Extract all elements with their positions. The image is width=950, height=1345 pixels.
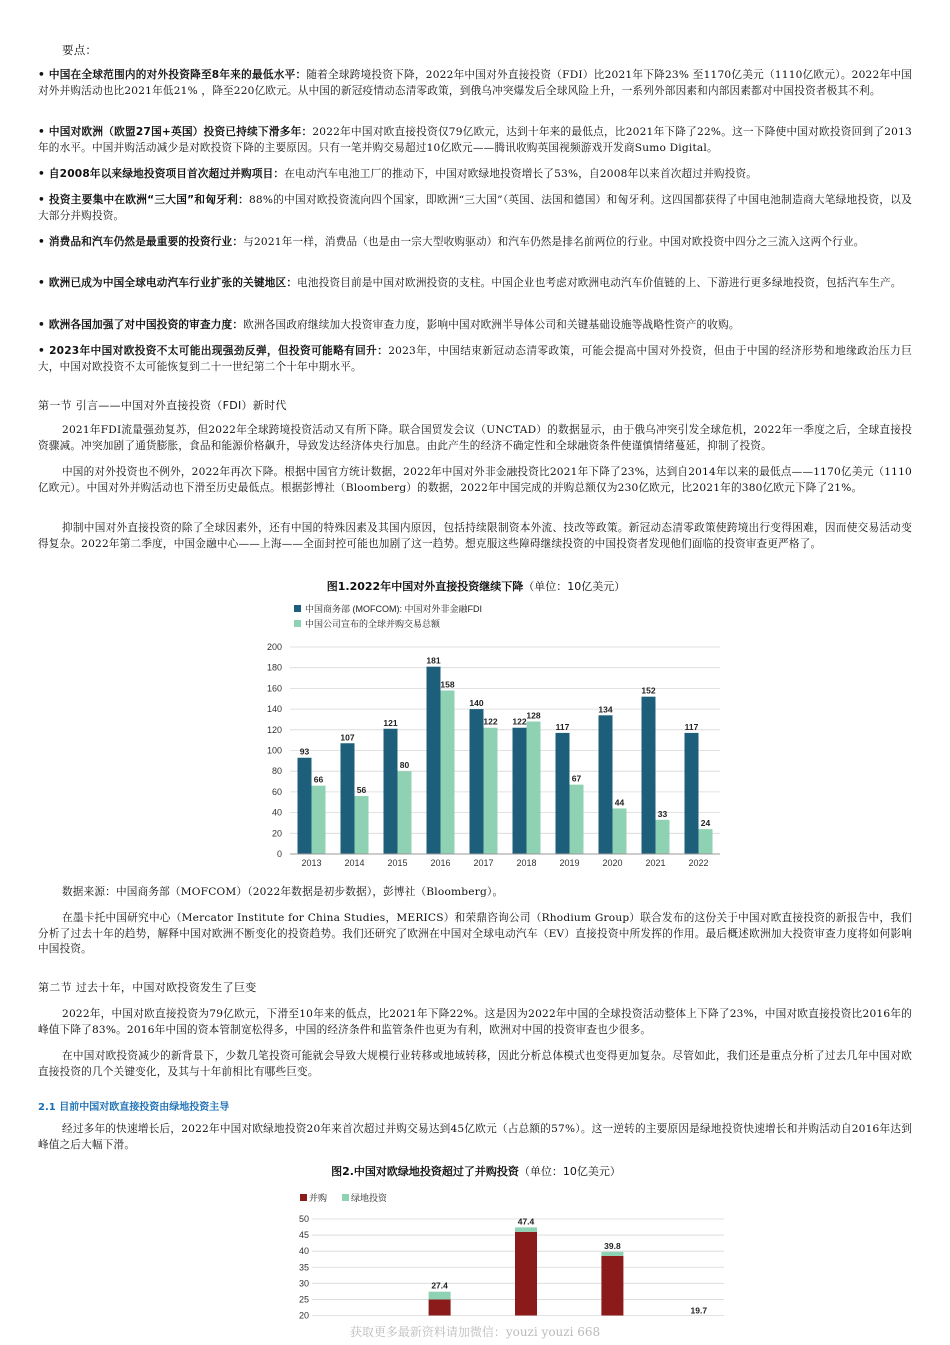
- section-1-para-3: 抑制中国对外直接投资的除了全球因素外，还有中国的特殊因素及其国内原因，包括持续限制资本外流、技改等政策。新冠动态清零政策使跨境出行变得困难，因而使交易活动变得复杂。2022年第二季度，中国金融中心——上海——全面封控可能也加剧了这一趋势。想克服这些障碍继续投资的中国投资者发现他们面临的投资审查更严格了。: [38, 522, 912, 550]
- y-tick-label: 160: [266, 683, 282, 694]
- section-1-title: 第一节 引言——中国对外直接投资（FDI）新时代: [38, 399, 287, 412]
- x-tick-label: 2017: [473, 858, 494, 868]
- y-tick-label: 200: [266, 642, 282, 652]
- bar-2013-series-1: [298, 758, 312, 854]
- bar-2014-series-2: [355, 796, 369, 854]
- bar-2019-series-1: [556, 733, 570, 854]
- data-label: 107: [340, 732, 355, 743]
- data-label: 158: [440, 679, 455, 690]
- y-tick-label: 180: [266, 662, 282, 673]
- data-label: 33: [657, 808, 668, 819]
- section-1-para-2: 中国的对外投资也不例外，2022年再次下降。根据中国官方统计数据，2022年中国对外非金融投资比2021年下降了23%，达到自2014年以来的最低点——1170亿美元（1110亿欧元）。中国对外并购活动也下滑至历史最低点。根据彭博社（Bloomberg）的数据，2022年中国完成的并购总额仅为230亿欧元，比2021年的380亿欧元下降了21%。: [38, 466, 912, 494]
- y-tick-label: 0: [276, 849, 282, 859]
- data-label: 56: [356, 785, 367, 796]
- bar-2021-series-1: [642, 697, 656, 854]
- bullet-8: [38, 344, 912, 375]
- figure-2-title-bold: 图2.中国对欧绿地投资超过了并购投资: [331, 1165, 519, 1178]
- bullet-5: [38, 235, 912, 251]
- figure-1-title: [38, 578, 914, 594]
- bullet-8-text: 2023年，中国结束新冠动态清零政策，可能会提高中国对外投资，但由于中国的经济形势和地缘政治压力巨大，中国对欧投资不太可能恢复到二十一世纪第二个十年中期水平。: [38, 345, 912, 373]
- data-label: 121: [383, 717, 398, 728]
- bullet-8-bold: • 2023年中国对欧投资不太可能出现强劲反弹，但投资可能略有回升：: [38, 345, 389, 357]
- y-tick-label: 140: [266, 704, 282, 715]
- bar-2019-series-2: [570, 785, 584, 854]
- x-tick-label: 2022: [688, 858, 709, 868]
- x-tick-label: 2021: [645, 858, 666, 868]
- bar-3-series-2: [515, 1227, 537, 1232]
- bar-2017-series-2: [484, 728, 498, 854]
- bar-2013-series-2: [312, 786, 326, 854]
- bar-2015-series-2: [398, 771, 412, 854]
- data-label: 140: [469, 698, 484, 709]
- subsection-2-1-para: 经过多年的快速增长后，2022年中国对欧绿地投资20年来首次超过并购交易达到45亿欧元（占总额的57%）。这一逆转的主要原因是绿地投资快速增长和并购活动自2016年达到峰值之后大幅下滑。: [38, 1123, 912, 1151]
- bullet-2-bold: • 中国对欧洲（欧盟27国+英国）投资已持续下滑多年：: [38, 126, 313, 138]
- legend-label-2: 绿地投资: [351, 1193, 388, 1203]
- bar-2022-series-1: [685, 733, 699, 854]
- bullet-3-bold: • 自2008年以来绿地投资项目首次超过并购项目：: [38, 168, 285, 180]
- y-tick-label: 100: [266, 745, 282, 756]
- subsection-2-1-title: 2.1 目前中国对欧直接投资由绿地投资主导: [38, 1102, 230, 1113]
- data-label: 39.8: [604, 1240, 621, 1251]
- bar-2016-series-1: [427, 667, 441, 854]
- bar-2014-series-1: [341, 743, 355, 854]
- legend-swatch-2: [342, 1194, 349, 1201]
- bar-2015-series-1: [384, 729, 398, 854]
- legend-swatch-1: [300, 1194, 307, 1201]
- bullet-2: [38, 125, 912, 156]
- section-2-para-2: 在中国对欧投资减少的新背景下，少数几笔投资可能就会导致大规模行业转移或地域转移，因此分析总体模式也变得更加复杂。尽管如此，我们还是重点分析了过去几年中国对欧直接投资的几个关键变化，及其与十年前相比有哪些巨变。: [38, 1050, 912, 1078]
- legend-swatch-2: [294, 620, 301, 627]
- figure-2-title: [38, 1163, 914, 1179]
- section-1-para-1: 2021年FDI流量强劲复苏，但2022年全球跨境投资活动又有所下降。联合国贸发会议（UNCTAD）的数据显示，由于俄乌冲突引发全球危机，2022年一季度之后，全球直接投资骤减。冲突加剧了通货膨胀，食品和能源价格飙升，导致发达经济体央行加息。由此产生的经济不确定性和全球融资条件使谨慎情绪蔓延，抑制了投资。: [38, 424, 912, 452]
- data-label: 122: [512, 716, 527, 727]
- data-label: 24: [700, 818, 711, 829]
- data-label: 122: [483, 716, 498, 727]
- bullet-6-bold: • 欧洲已成为中国全球电动汽车行业扩张的关键地区：: [38, 277, 298, 289]
- section-2-para-1: 2022年，中国对欧直接投资为79亿欧元，下滑至10年来的低点，比2021年下降22%。这是因为2022年中国的全球投资活动整体上下降了23%，中国对欧直接投资比2016年的峰值下降了83%。2016年中国的资本管制宽松得多，中国的经济条件和监管条件也更为有利，欧洲对中国的投资审查也少很多。: [38, 1008, 912, 1036]
- bullet-4-bold: • 投资主要集中在欧洲“三大国”和匈牙利：: [38, 194, 249, 206]
- data-label: 44: [614, 797, 625, 808]
- bar-2-series-2: [429, 1292, 451, 1300]
- x-tick-label: 2013: [301, 858, 322, 868]
- data-label: 47.4: [517, 1216, 535, 1227]
- legend-label-1: 中国商务部 (MOFCOM): 中国对外非金融FDI: [305, 604, 482, 614]
- y-tick-label: 120: [266, 724, 282, 735]
- y-tick-label: 35: [298, 1262, 309, 1273]
- data-label: 27.4: [431, 1280, 448, 1291]
- bar-2016-series-2: [441, 690, 455, 854]
- bullet-5-text: 与2021年一样，消费品（也是由一宗大型收购驱动）和汽车仍然是排名前两位的行业。中国对欧投资中四分之三流入这两个行业。: [243, 236, 865, 248]
- bullet-3-text: 在电动汽车电池工厂的推动下，中国对欧绿地投资增长了53%，自2008年以来首次超过并购投资。: [284, 168, 758, 180]
- y-tick-label: 25: [298, 1294, 309, 1305]
- x-tick-label: 2020: [602, 858, 623, 868]
- bullet-4: [38, 193, 912, 224]
- y-tick-label: 80: [271, 766, 282, 777]
- data-label: 128: [526, 710, 541, 721]
- legend-label-2: 中国公司宣布的全球并购交易总额: [305, 619, 441, 629]
- bullet-7-bold: • 欧洲各国加强了对中国投资的审查力度：: [38, 319, 244, 331]
- data-label: 19.7: [690, 1305, 708, 1316]
- bar-2018-series-2: [527, 722, 541, 854]
- legend-swatch-1: [294, 605, 301, 612]
- key-points-title: 要点：: [62, 43, 98, 57]
- bullet-7-text: 欧洲各国政府继续加大投资审查力度，影响中国对欧洲半导体公司和关键基础设施等战略性资产的收购。: [243, 319, 740, 331]
- bar-3-series-1: [515, 1232, 537, 1316]
- bullet-5-bold: • 消费品和汽车仍然是最重要的投资行业：: [38, 236, 244, 248]
- bar-4-series-1: [601, 1256, 623, 1316]
- data-label: 93: [299, 746, 310, 757]
- bullet-2-text: 2022年中国对欧直接投资仅79亿欧元，达到十年来的最低点，比2021年下降了22%。这一下降使中国对欧投资回到了2013年的水平。中国并购活动减少是对欧投资下降的主要原因。只有一笔并购交易超过10亿欧元——腾讯收购英国视频游戏开发商Sumo Digital。: [38, 126, 912, 154]
- y-tick-label: 30: [298, 1278, 309, 1289]
- x-tick-label: 2018: [516, 858, 537, 868]
- y-tick-label: 20: [271, 828, 282, 839]
- bullet-7: [38, 318, 912, 334]
- bar-2020-series-2: [613, 808, 627, 854]
- bullet-1: [38, 68, 912, 99]
- bar-2021-series-2: [656, 820, 670, 854]
- figure-1-title-unit: （单位：10亿美元）: [523, 580, 626, 593]
- watermark: 获取更多最新资料请加微信：youzi youzi 668: [349, 1325, 601, 1339]
- after-figure-1-para: 在墨卡托中国研究中心（Mercator Institute for China Studies，MERICS）和荣鼎咨询公司（Rhodium Group）联合发布的这份关于中国对欧直接投资的新报告中，我们分析了过去十年的趋势，解释中国对欧洲不断变化的投资趋势。我们还研究了欧洲在中国对全球电动汽车（EV）直接投资中所发挥的作用。最后概述欧洲加大投资审查力度将如何影响中国投资。: [38, 912, 912, 955]
- bar-2017-series-1: [470, 709, 484, 854]
- y-tick-label: 50: [298, 1214, 309, 1224]
- y-tick-label: 60: [271, 786, 282, 797]
- bullet-3: [38, 167, 912, 183]
- bar-2-series-1: [429, 1299, 451, 1315]
- data-label: 66: [313, 774, 324, 785]
- figure-1-source: 数据来源：中国商务部（MOFCOM）（2022年数据是初步数据），彭博社（Bloomberg）。: [62, 886, 504, 898]
- figure-2-chart: [254, 1188, 734, 1321]
- bullet-6: [38, 276, 912, 292]
- bar-2020-series-1: [599, 715, 613, 854]
- y-tick-label: 20: [298, 1310, 309, 1321]
- bar-4-series-2: [601, 1252, 623, 1256]
- x-tick-label: 2015: [387, 858, 408, 868]
- data-label: 117: [684, 721, 699, 732]
- bullet-1-bold: • 中国在全球范围内的对外投资降至8年来的最低水平：: [38, 69, 307, 81]
- x-tick-label: 2016: [430, 858, 451, 868]
- data-label: 181: [426, 655, 441, 666]
- data-label: 80: [399, 760, 410, 771]
- y-tick-label: 40: [271, 807, 282, 818]
- figure-2-title-unit: （单位：10亿美元）: [518, 1165, 621, 1178]
- bullet-4-text: 88%的中国对欧投资流向四个国家，即欧洲“三大国”（英国、法国和德国）和匈牙利。这四国都获得了中国电池制造商大笔绿地投资，以及大部分并购投资。: [38, 194, 912, 222]
- section-2-title: 第二节 过去十年，中国对欧投资发生了巨变: [38, 981, 257, 994]
- bar-2022-series-2: [699, 829, 713, 854]
- data-label: 152: [641, 685, 656, 696]
- y-tick-label: 40: [298, 1246, 309, 1257]
- bullet-6-text: 电池投资目前是中国对欧洲投资的支柱。中国企业也考虑对欧洲电动汽车价值链的上、下游进行更多绿地投资，包括汽车生产。: [297, 277, 902, 289]
- data-label: 117: [555, 721, 570, 732]
- bullet-1-text: 随着全球跨境投资下降，2022年中国对外直接投资（FDI）比2021年下降23% 至1170亿美元（1110亿欧元）。2022年中国对外并购活动也比2021年低21% ，降至220亿欧元。从中国的新冠疫情动态清零政策，到俄乌冲突爆发后全球风险上升，一系列外部因素和内部因素都对中国投资者极其不利。: [38, 69, 913, 97]
- figure-1-chart: [250, 600, 730, 872]
- data-label: 134: [598, 704, 613, 715]
- y-tick-label: 45: [298, 1230, 309, 1241]
- legend-label-1: 并购: [309, 1193, 328, 1203]
- bar-2018-series-1: [513, 728, 527, 854]
- data-label: 67: [571, 773, 582, 784]
- x-tick-label: 2019: [559, 858, 580, 868]
- figure-1-title-bold: 图1.2022年中国对外直接投资继续下降: [326, 580, 524, 593]
- x-tick-label: 2014: [344, 858, 365, 868]
